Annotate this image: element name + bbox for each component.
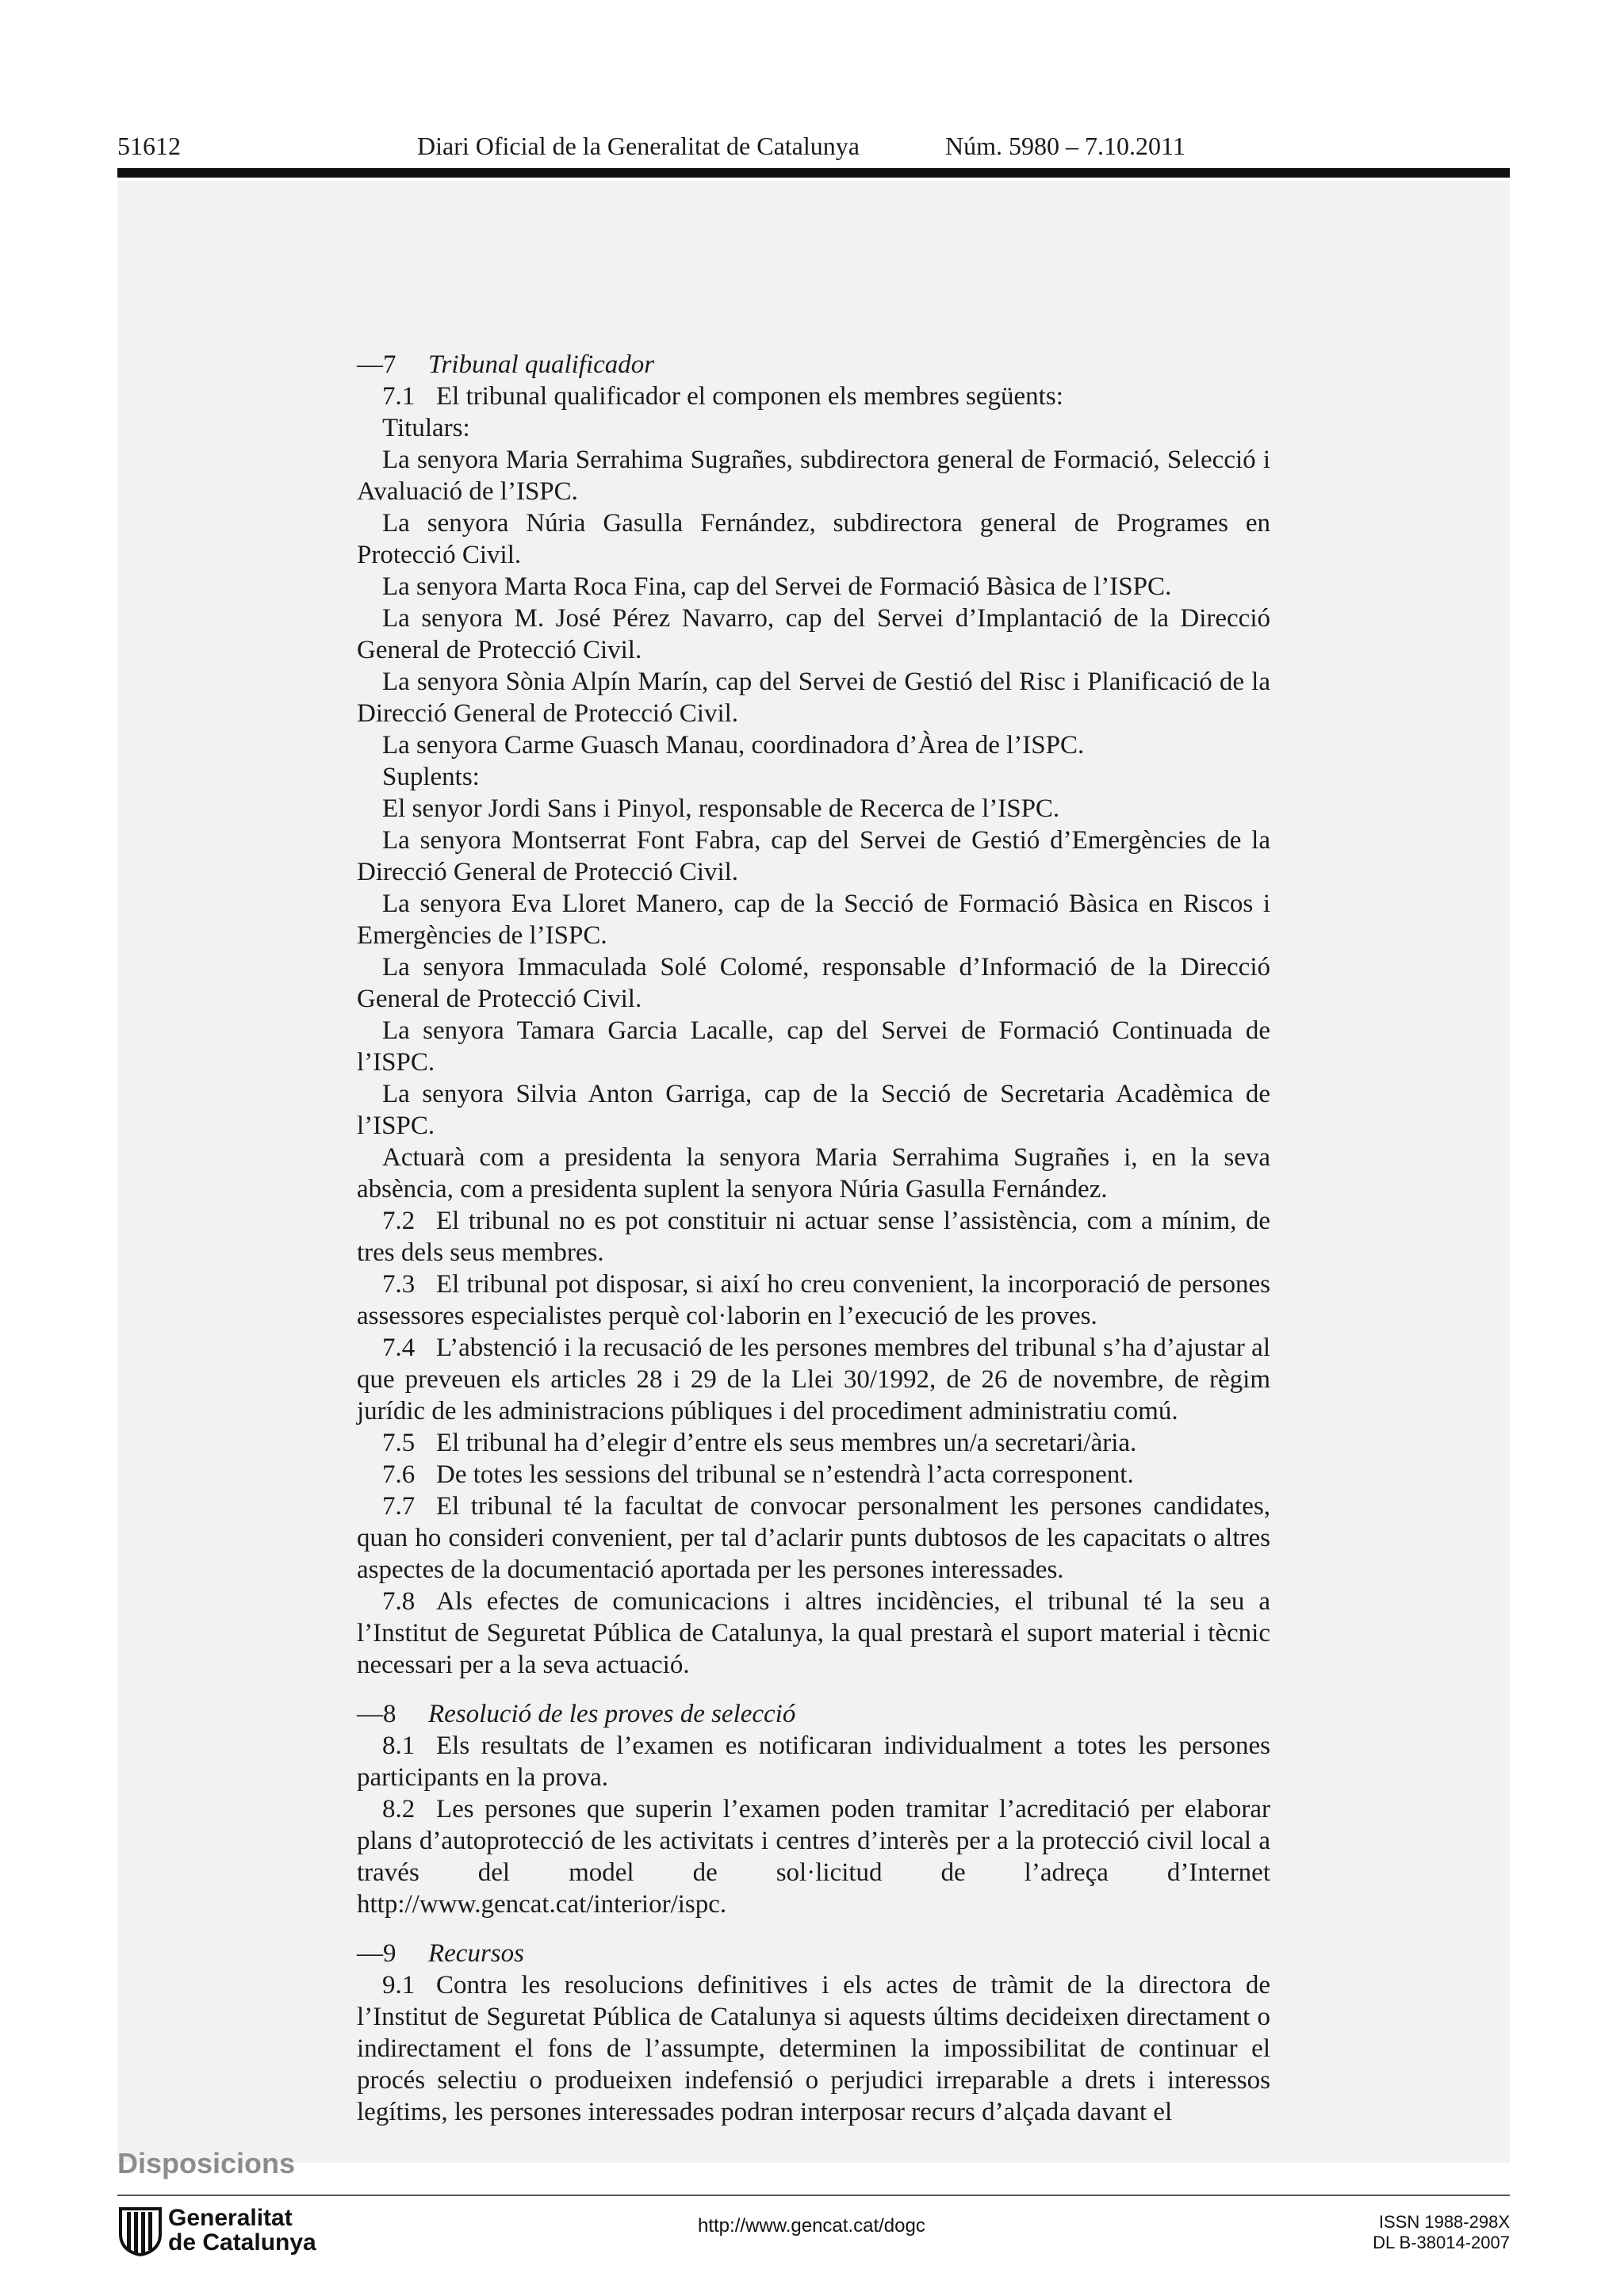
issn: ISSN 1988-298X [1378,2212,1510,2232]
paragraph-number: 8.2 [382,1795,416,1823]
paragraph [357,1332,1270,1427]
paragraph-text: Als efectes de comunicacions i altres incidències, el tribunal té la seu a l’Institut de Seguretat Pública de Catalunya, la qual prestarà el suport material i tècnic necessari per a la seva actuació. [357,1587,1270,1679]
paragraph [357,1078,1270,1142]
paragraph [357,1269,1270,1332]
paragraph-number: 7.7 [382,1492,416,1521]
paragraph-text: La senyora Tamara Garcia Lacalle, cap del Servei de Formació Continuada de l’ISPC. [357,1016,1270,1077]
paragraph [357,381,1270,412]
section-heading [357,1938,1270,1969]
paragraph-number: 7.3 [382,1270,416,1299]
paragraph-text: Suplents: [382,763,480,791]
legal-deposit: DL B-38014-2007 [1373,2233,1510,2252]
section-heading [357,1698,1270,1730]
page-footer [117,2206,1510,2277]
paragraph-number: 7.2 [382,1207,416,1235]
generalitat-line1: Generalitat [168,2205,293,2231]
section-gap [357,1681,1270,1698]
paragraph-text: Contra les resolucions definitives i els actes de tràmit de la directora de l’Institut de Seguretat Pública de Catalunya si aquests últims decideixen directament o indirectament el fons de l’assumpte, determinen la impossibilitat de continuar el procés selectiu o produeixen indefensió o perjudici irreparable a drets i interessos legítims, les persones interessades podran interposar recurs d’alçada davant el [357,1971,1270,2126]
section-title: Tribunal qualificador [428,350,655,379]
section-number: —9 [357,1939,396,1968]
paragraph [357,666,1270,729]
paragraph [357,825,1270,888]
paragraph-text: Els resultats de l’examen es notificaran individualment a totes les persones participants en la prova. [357,1732,1270,1792]
paragraph-text: El tribunal no es pot constituir ni actuar sense l’assistència, com a mínim, de tres dels seus membres. [357,1207,1270,1267]
paragraph-text: La senyora Maria Serrahima Sugrañes, subdirectora general de Formació, Selecció i Avaluació de l’ISPC. [357,446,1270,506]
paragraph-number: 7.1 [382,382,416,411]
paragraph-text: La senyora Marta Roca Fina, cap del Servei de Formació Bàsica de l’ISPC. [382,572,1172,601]
paragraph-text: El tribunal ha d’elegir d’entre els seus membres un/a secretari/ària. [436,1429,1137,1457]
paragraph-text: Actuarà com a presidenta la senyora Maria Serrahima Sugrañes i, en la seva absència, com a presidenta suplent la senyora Núria Gasulla Fernández. [357,1143,1270,1203]
paragraph-text: L’abstenció i la recusació de les persones membres del tribunal s’ha d’ajustar al que preveuen els articles 28 i 29 de la Llei 30/1992, de 26 de novembre, de règim jurídic de les administracions públiques i del procediment administratiu comú. [357,1334,1270,1425]
paragraph-text: Titulars: [382,414,470,442]
paragraph [357,1490,1270,1586]
paragraph-text: El tribunal té la facultat de convocar personalment les persones candidates, quan ho consideri convenient, per tal d’aclarir punts dubtosos de les capacitats o altres aspectes de la documentació aportada per les persones interessades. [357,1492,1270,1584]
generalitat-name [168,2206,316,2255]
paragraph-text: Les persones que superin l’examen poden tramitar l’acreditació per elaborar plans d’autoprotecció de les activitats i centres d’interès per a la protecció civil local a través del model de sol·licitud de l’adreça d’Internet http://www.gencat.cat/interior/ispc. [357,1795,1270,1919]
paragraph-number: 7.8 [382,1587,416,1616]
paragraph [357,1205,1270,1269]
paragraph-text: La senyora Carme Guasch Manau, coordinadora d’Àrea de l’ISPC. [382,731,1085,760]
paragraph [357,1730,1270,1793]
paragraph-text: La senyora M. José Pérez Navarro, cap del Servei d’Implantació de la Direcció General de Protecció Civil. [357,604,1270,664]
paragraph-text: La senyora Montserrat Font Fabra, cap del Servei de Gestió d’Emergències de la Direcció General de Protecció Civil. [357,826,1270,886]
paragraph [357,444,1270,507]
paragraph-number: 7.5 [382,1429,416,1457]
paragraph-text: De totes les sessions del tribunal se n’estendrà l’acta corresponent. [436,1460,1134,1489]
paragraph [357,1969,1270,2128]
header-rule [117,168,1510,178]
paragraph [357,603,1270,666]
paragraph [357,507,1270,571]
paragraph [357,761,1270,793]
paragraph [357,1459,1270,1490]
paragraph [357,1142,1270,1205]
section-label: Disposicions [117,2147,296,2179]
paragraph [357,1793,1270,1920]
paragraph [357,412,1270,444]
issn-block [1373,2212,1510,2253]
paragraph [357,729,1270,761]
paragraph-number: 8.1 [382,1732,416,1760]
section-title: Resolució de les proves de selecció [428,1700,796,1728]
paragraph-text: El senyor Jordi Sans i Pinyol, responsable de Recerca de l’ISPC. [382,794,1060,823]
paragraph [357,793,1270,825]
section-number: —8 [357,1700,396,1728]
paragraph [357,1015,1270,1078]
section-title: Recursos [428,1939,524,1968]
page-header [117,128,1510,163]
section-heading [357,349,1270,381]
paragraph-text: El tribunal qualificador el componen els membres següents: [436,382,1063,411]
page-number: 51612 [117,132,181,160]
paragraph-text: La senyora Silvia Anton Garriga, cap de la Secció de Secretaria Acadèmica de l’ISPC. [357,1080,1270,1140]
section-gap [357,1920,1270,1938]
paragraph [357,1586,1270,1681]
paragraph-text: La senyora Núria Gasulla Fernández, subdirectora general de Programes en Protecció Civil. [357,509,1270,569]
dogc-link[interactable]: http://www.gencat.cat/dogc [698,2215,925,2237]
paragraph [357,1427,1270,1459]
paragraph-number: 9.1 [382,1971,416,1999]
paragraph-text: El tribunal pot disposar, si així ho creu convenient, la incorporació de persones assessores especialistes perquè col·laborin en l’execució de les proves. [357,1270,1270,1330]
paragraph-text: La senyora Eva Lloret Manero, cap de la Secció de Formació Bàsica en Riscos i Emergències de l’ISPC. [357,890,1270,950]
document-body [357,349,1270,2128]
paragraph-text: La senyora Sònia Alpín Marín, cap del Servei de Gestió del Risc i Planificació de la Direcció General de Protecció Civil. [357,668,1270,728]
generalitat-line2: de Catalunya [168,2229,316,2256]
footer-rule [117,2195,1510,2196]
paragraph-number: 7.4 [382,1334,416,1362]
journal-title: Diari Oficial de la Generalitat de Catalunya [417,132,860,160]
paragraph-text: La senyora Immaculada Solé Colomé, responsable d’Informació de la Direcció General de Protecció Civil. [357,953,1270,1013]
generalitat-logo-icon [117,2206,163,2256]
paragraph [357,571,1270,603]
paragraph [357,951,1270,1015]
issue-number: Núm. 5980 – 7.10.2011 [945,132,1185,160]
paragraph-number: 7.6 [382,1460,416,1489]
paragraph [357,888,1270,951]
section-number: —7 [357,350,396,379]
